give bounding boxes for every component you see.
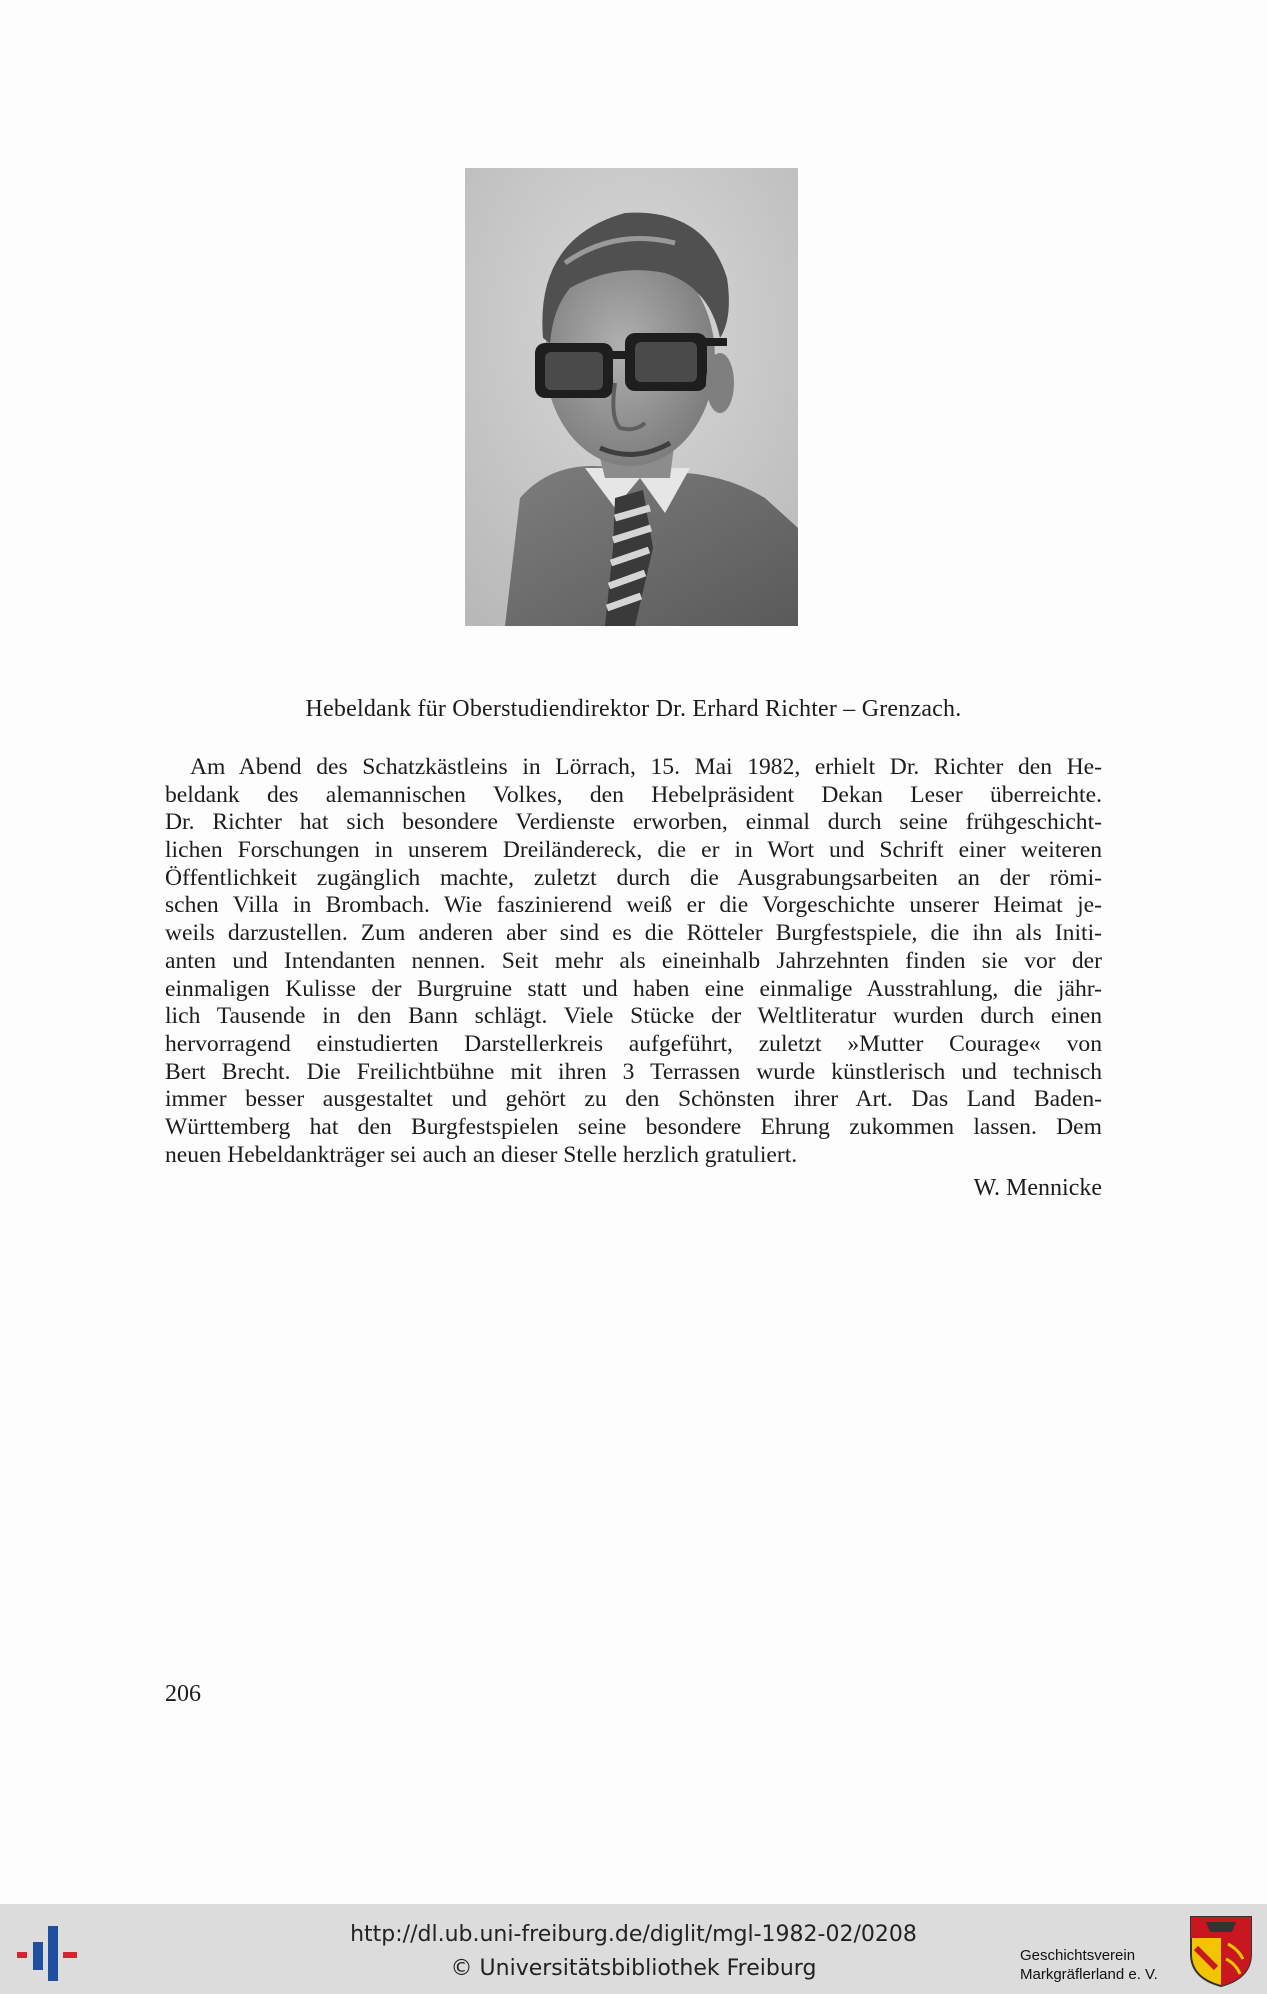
body-line: neuen Hebeldankträger sei auch an dieser Stelle herzlich gratuliert. — [165, 1141, 798, 1168]
body-line: Dr. Richter hat sich besondere Verdienste erworben, einmal durch seine frühgeschicht- — [165, 809, 1102, 836]
viewer-footer — [0, 1904, 1267, 1994]
body-line: Bert Brecht. Die Freilichtbühne mit ihren 3 Terrassen wurde künstlerisch und technisch — [165, 1058, 1102, 1085]
source-url-link[interactable]: http://dl.ub.uni-freiburg.de/diglit/mgl-1982-02/0208 — [350, 1922, 917, 1947]
society-name-line2: Markgräflerland e. V. — [1020, 1966, 1158, 1983]
portrait-illustration — [465, 168, 798, 626]
body-line: einmaligen Kulisse der Burgruine statt und haben eine einmalige Ausstrahlung, die jähr- — [165, 975, 1102, 1002]
body-line: beldank des alemannischen Volkes, den Hebelpräsident Dekan Leser überreichte. — [165, 781, 1102, 808]
body-line: Am Abend des Schatzkästleins in Lörrach, 15. Mai 1982, erhielt Dr. Richter den He- — [190, 754, 1102, 780]
page-number: 206 — [165, 1681, 201, 1707]
body-line: hervorragend einstudierten Darstellerkreis aufgeführt, zuletzt »Mutter Courage« von — [165, 1030, 1102, 1057]
society-name-line1: Geschichtsverein — [1020, 1947, 1136, 1964]
body-line: anten und Intendanten nennen. Seit mehr als eineinhalb Jahrzehnten finden sie vor der — [165, 947, 1102, 974]
body-line: Württemberg hat den Burgfestspielen seine besondere Ehrung zukommen lassen. Dem — [165, 1113, 1102, 1140]
body-line: weils darzustellen. Zum anderen aber sind es die Rötteler Burgfestspiele, die ihn als Initi- — [165, 920, 1102, 947]
body-line: immer besser ausgestaltet und gehört zu den Schönsten ihrer Art. Das Land Baden- — [165, 1086, 1102, 1113]
article-body — [165, 754, 1102, 1169]
coat-of-arms-icon[interactable] — [1188, 1914, 1254, 1988]
author-signature: W. Mennicke — [973, 1175, 1102, 1201]
photo-caption: Hebeldank für Oberstudiendirektor Dr. Erhard Richter – Grenzach. — [305, 696, 962, 722]
body-line: Öffentlichkeit zugänglich machte, zuletzt durch die Ausgrabungsarbeiten an der römi- — [165, 864, 1102, 891]
copyright-text: © Universitätsbibliothek Freiburg — [450, 1956, 817, 1981]
society-name — [1020, 1946, 1158, 1984]
portrait-photo — [465, 168, 798, 626]
body-line: lich Tausende in den Bann schlägt. Viele Stücke der Weltliteratur wurden durch einen — [165, 1003, 1102, 1030]
body-line: lichen Forschungen in unserem Dreiländereck, die er in Wort und Schrift einer weiteren — [165, 837, 1102, 864]
body-line: schen Villa in Brombach. Wie faszinierend weiß er die Vorgeschichte unserer Heimat je- — [165, 892, 1102, 919]
